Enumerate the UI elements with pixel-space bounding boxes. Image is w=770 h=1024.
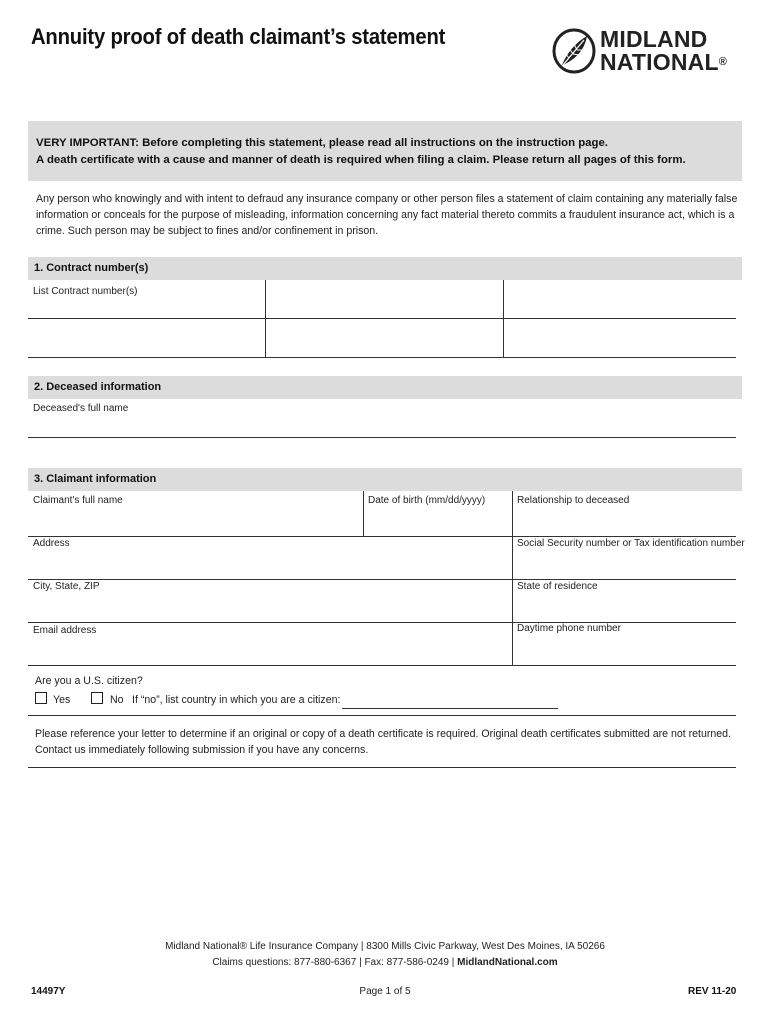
claimant-name-label: Claimant's full name	[33, 495, 123, 506]
citizen-no-checkbox[interactable]	[91, 692, 103, 704]
deceased-name-field[interactable]	[30, 416, 734, 436]
phone-label: Daytime phone number	[517, 623, 621, 634]
row2-line	[28, 579, 736, 580]
citizen-question: Are you a U.S. citizen?	[35, 675, 143, 687]
address-field[interactable]	[30, 551, 509, 577]
contract-number-field-3[interactable]	[506, 282, 734, 316]
claimant-name-field[interactable]	[30, 508, 360, 534]
state-residence-label: State of residence	[517, 581, 598, 592]
contract-grid-row-line	[28, 318, 736, 319]
contract-number-field-2[interactable]	[268, 282, 500, 316]
address-label: Address	[33, 538, 70, 549]
footer-company-line: Midland National® Life Insurance Company | 8300 Mills Civic Parkway, West Des Moines, IA 50266	[165, 941, 605, 952]
logo-registered-mark: ®	[718, 56, 728, 68]
relationship-label: Relationship to deceased	[517, 495, 630, 506]
section-2-heading: 2. Deceased information	[28, 376, 742, 399]
contract-number-field-1[interactable]	[30, 282, 262, 316]
row1-divider-a	[363, 491, 364, 536]
email-field[interactable]	[30, 638, 509, 664]
deceased-name-line	[28, 437, 736, 438]
citizen-yes-label: Yes	[53, 694, 71, 706]
revision-label: REV 11-20	[688, 986, 737, 997]
page-title: Annuity proof of death claimant’s statement	[31, 24, 446, 49]
ssn-field[interactable]	[515, 551, 734, 577]
state-residence-field[interactable]	[515, 594, 734, 620]
citizen-no-label: No	[110, 694, 124, 706]
leaf-logo-icon	[551, 27, 597, 75]
section-3-heading: 3. Claimant information	[28, 468, 742, 491]
row3-line	[28, 622, 736, 623]
dob-field[interactable]	[366, 508, 510, 534]
row1-line	[28, 536, 736, 537]
email-label: Email address	[33, 625, 97, 636]
phone-field[interactable]	[515, 638, 734, 664]
ssn-label: Social Security number or Tax identification number	[517, 538, 745, 549]
section-1-heading: 1. Contract number(s)	[28, 257, 742, 280]
citizenship-country-field[interactable]	[342, 694, 558, 709]
important-notice-banner	[28, 121, 742, 181]
city-state-zip-label: City, State, ZIP	[33, 581, 100, 592]
logo-text-line2: NATIONAL	[600, 49, 719, 75]
footer-claims-line	[0, 957, 770, 968]
citizen-bottom-line	[28, 715, 736, 716]
citizenship-country-prompt: If “no”, list country in which you are a citizen:	[132, 694, 341, 706]
contract-number-field-6[interactable]	[506, 321, 734, 355]
citizen-yes-checkbox[interactable]	[35, 692, 47, 704]
contract-number-field-4[interactable]	[30, 321, 262, 355]
contract-numbers-label: List Contract number(s)	[33, 286, 138, 297]
reference-note-line-1: Please reference your letter to determine if an original or copy of a death certificate is required. Original death certificates submitted are not returned.	[35, 728, 732, 740]
right-column-divider	[512, 536, 513, 666]
reference-note-line-2: Contact us immediately following submission if you have any concerns.	[35, 744, 369, 756]
contract-grid-bottom-line	[28, 357, 736, 358]
reference-note-bottom-line	[28, 767, 736, 768]
midland-national-logo	[551, 27, 747, 77]
logo-text-line1: MIDLAND	[600, 26, 708, 52]
dob-label: Date of birth (mm/dd/yyyy)	[368, 495, 486, 506]
page-number: Page 1 of 5	[359, 986, 411, 997]
footer-claims-contact: Claims questions: 877-880-6367 | Fax: 877-586-0249 |	[212, 957, 458, 968]
form-number: 14497Y	[31, 986, 66, 997]
fraud-warning-text: Any person who knowingly and with intent to defraud any insurance company or other person files a statement of claim containing any materially false information or conceals for the purpose of misleading, information concerning any fact material thereto commits a fraudulent insurance act, which is a crime. Such person may be subject to fines and/or confinement in prison.	[36, 193, 738, 237]
deceased-name-label: Deceased's full name	[33, 403, 129, 414]
notice-line-1: VERY IMPORTANT: Before completing this statement, please read all instructions on the instruction page.	[36, 137, 608, 149]
notice-line-2: A death certificate with a cause and manner of death is required when filing a claim. Please return all pages of this form.	[36, 154, 686, 166]
contract-number-field-5[interactable]	[268, 321, 500, 355]
footer-website-link[interactable]: MidlandNational.com	[457, 957, 558, 968]
row4-line	[28, 665, 736, 666]
row1-divider-b	[512, 491, 513, 536]
relationship-field[interactable]	[515, 508, 734, 534]
city-state-zip-field[interactable]	[30, 594, 509, 620]
